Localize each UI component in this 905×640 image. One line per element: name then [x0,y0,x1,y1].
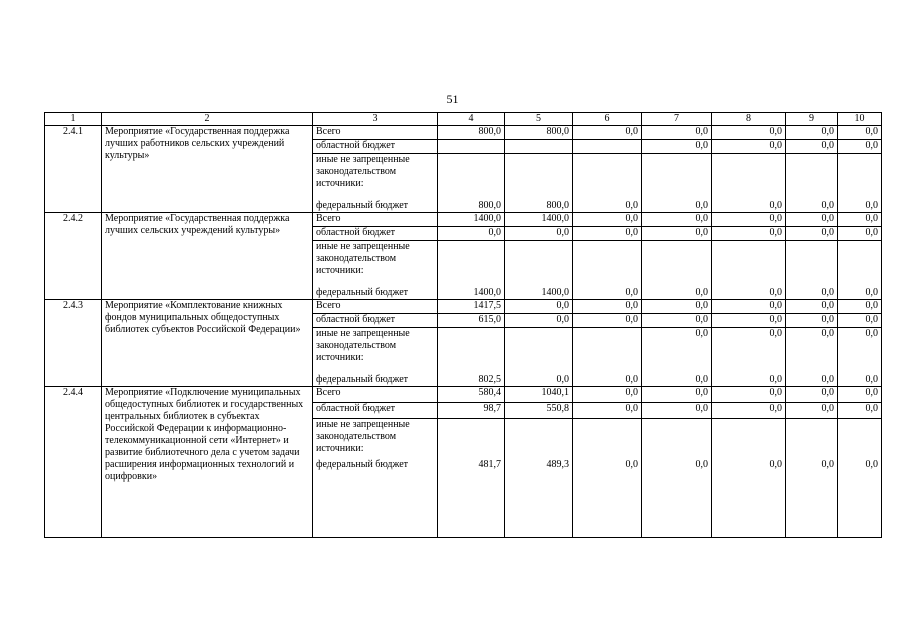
value: 0,0 [838,140,881,154]
table-row [45,300,882,387]
value: 0,0 [573,213,641,227]
source-label: областной бюджет [313,140,437,154]
value: 0,0 [695,374,708,385]
value-cell [642,387,712,538]
source-label: федеральный бюджет [316,459,409,470]
value: 98,7 [438,403,504,419]
value-cell [573,126,642,213]
source-label: областной бюджет [313,403,437,419]
value: 0,0 [712,213,785,227]
value: 0,0 [769,287,782,298]
source-label: Всего [313,126,437,140]
header-cell: 6 [573,113,642,126]
value [642,241,711,287]
value: 1400,0 [541,287,569,298]
value-cell [838,213,882,300]
header-cell: 4 [438,113,505,126]
value [573,328,641,374]
value: 0,0 [838,314,881,328]
header-cell: 3 [313,113,438,126]
value [505,241,572,287]
value: 0,0 [695,200,708,211]
value: 0,0 [821,328,834,339]
value: 800,0 [478,200,501,211]
table-row [45,126,882,213]
value [838,154,881,200]
value: 0,0 [642,227,711,241]
value: 0,0 [786,227,837,241]
row-id: 2.4.2 [45,213,102,300]
value: 0,0 [625,287,638,298]
value: 0,0 [821,200,834,211]
source-label: иные не запрещенные законодательством источники: [316,328,410,363]
value: 0,0 [838,227,881,241]
source-cell [313,387,438,538]
value: 1400,0 [505,213,572,227]
value-cell [505,213,573,300]
value [786,241,837,287]
page-number: 51 [446,92,459,106]
row-name: Мероприятие «Государственная поддержка лучших работников сельских учреждений культуры» [102,126,313,213]
value [438,140,504,154]
value: 0,0 [821,287,834,298]
value-cell [838,387,882,538]
value: 0,0 [712,387,785,403]
value: 0,0 [712,140,785,154]
value: 0,0 [865,200,878,211]
source-label: Всего [313,387,437,403]
value: 0,0 [438,227,504,241]
value-cell [786,300,838,387]
value: 0,0 [573,126,641,140]
value: 0,0 [573,227,641,241]
value [505,419,572,460]
value: 0,0 [642,403,711,419]
value: 0,0 [573,300,641,314]
value-cell [642,213,712,300]
value: 0,0 [786,403,837,419]
value: 0,0 [786,314,837,328]
value-cell [438,387,505,538]
value: 0,0 [838,387,881,403]
value-cell [712,126,786,213]
value: 800,0 [505,126,572,140]
value-cell [438,213,505,300]
value [838,241,881,287]
value: 615,0 [438,314,504,328]
value-cell [505,126,573,213]
source-label: федеральный бюджет [316,287,409,298]
value: 0,0 [786,126,837,140]
value [573,241,641,287]
value: 800,0 [438,126,504,140]
source-label: федеральный бюджет [316,374,409,385]
value [712,154,785,200]
budget-table [44,112,882,538]
source-label: Всего [313,300,437,314]
value: 0,0 [695,328,708,339]
source-cell [313,213,438,300]
value: 0,0 [642,140,711,154]
value [438,241,504,287]
header-cell: 2 [102,113,313,126]
row-id: 2.4.1 [45,126,102,213]
value [438,154,504,200]
value: 0,0 [821,374,834,385]
value: 0,0 [573,403,641,419]
value: 0,0 [786,387,837,403]
value-cell [573,387,642,538]
value-cell [786,126,838,213]
value: 550,8 [505,403,572,419]
value: 0,0 [573,387,641,403]
value: 0,0 [769,459,782,470]
header-cell: 8 [712,113,786,126]
value-cell [642,300,712,387]
source-label: федеральный бюджет [316,200,409,211]
value: 0,0 [556,374,569,385]
row-id: 2.4.4 [45,387,102,538]
header-cell: 5 [505,113,573,126]
value: 0,0 [769,374,782,385]
value [786,154,837,200]
source-label: областной бюджет [313,227,437,241]
value-cell [786,387,838,538]
value [438,328,504,374]
value: 0,0 [712,403,785,419]
value-cell [712,213,786,300]
value [712,241,785,287]
value: 0,0 [695,287,708,298]
value-cell [438,126,505,213]
value: 800,0 [546,200,569,211]
value [712,419,785,460]
value: 0,0 [838,403,881,419]
value-cell [712,387,786,538]
value: 0,0 [865,287,878,298]
table-row [45,213,882,300]
value [505,328,572,374]
value: 0,0 [865,459,878,470]
header-cell: 9 [786,113,838,126]
value: 0,0 [642,126,711,140]
value-cell [838,126,882,213]
value: 0,0 [838,300,881,314]
value [438,419,504,460]
value: 0,0 [712,314,785,328]
source-label: иные не запрещенные законодательством источники: [316,241,410,276]
value [505,140,572,154]
row-name: Мероприятие «Государственная поддержка лучших сельских учреждений культуры» [102,213,313,300]
header-cell: 1 [45,113,102,126]
value [573,140,641,154]
value-cell [438,300,505,387]
value: 489,3 [546,459,569,470]
value: 0,0 [712,126,785,140]
value [642,154,711,200]
value: 0,0 [625,374,638,385]
source-label: Всего [313,213,437,227]
source-label: иные не запрещенные законодательством источники: [316,154,410,189]
value: 0,0 [625,200,638,211]
value: 0,0 [505,227,572,241]
value: 0,0 [642,387,711,403]
value: 0,0 [573,314,641,328]
value: 0,0 [865,374,878,385]
value: 802,5 [478,374,501,385]
value [642,419,711,460]
source-label: иные не запрещенные законодательством источники: [316,419,410,454]
value: 0,0 [786,213,837,227]
value: 0,0 [769,200,782,211]
value: 0,0 [505,300,572,314]
value: 0,0 [769,328,782,339]
value-cell [505,387,573,538]
value: 0,0 [505,314,572,328]
value: 1417,5 [438,300,504,314]
header-row [45,113,882,126]
value: 1400,0 [473,287,501,298]
value-cell [505,300,573,387]
value [505,154,572,200]
header-cell: 7 [642,113,712,126]
value-cell [573,213,642,300]
value: 1040,1 [505,387,572,403]
value: 580,4 [438,387,504,403]
value [838,419,881,460]
value: 0,0 [695,459,708,470]
value: 0,0 [642,300,711,314]
value-cell [573,300,642,387]
value: 0,0 [712,300,785,314]
row-id: 2.4.3 [45,300,102,387]
value [573,154,641,200]
source-label: областной бюджет [313,314,437,328]
value: 0,0 [786,140,837,154]
source-cell [313,126,438,213]
value-cell [642,126,712,213]
value [573,419,641,460]
table-row [45,387,882,538]
value: 0,0 [838,126,881,140]
header-cell: 10 [838,113,882,126]
value [786,419,837,460]
value: 481,7 [478,459,501,470]
value: 0,0 [712,227,785,241]
value: 0,0 [865,328,878,339]
value-cell [712,300,786,387]
row-name: Мероприятие «Комплектование книжных фондов муниципальных общедоступных библиотек субъектов Российской Федерации» [102,300,313,387]
value: 0,0 [821,459,834,470]
value-cell [838,300,882,387]
value: 0,0 [642,213,711,227]
value-cell [786,213,838,300]
row-name: Мероприятие «Подключение муниципальных общедоступных библиотек и государственных центральных библиотек в субъектах Российской Федерации к информационно-телекоммуникационной сети «Интернет» и развитие библиотечного дела с учетом задачи расширения информационных технологий и оцифровки» [102,387,313,538]
value: 0,0 [838,213,881,227]
value: 0,0 [625,459,638,470]
value: 0,0 [642,314,711,328]
value: 1400,0 [438,213,504,227]
value: 0,0 [786,300,837,314]
source-cell [313,300,438,387]
